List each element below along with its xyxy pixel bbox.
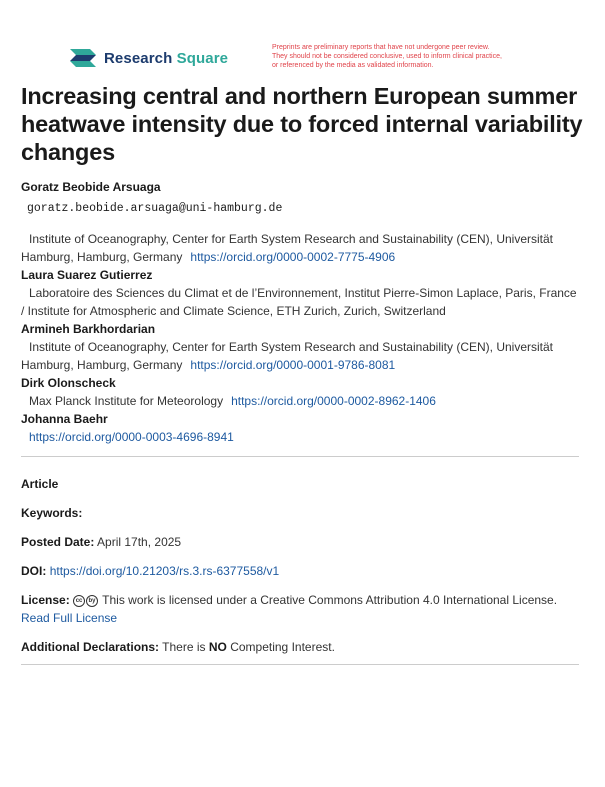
posted-date-row (21, 533, 581, 551)
affiliation-text: Institute of Oceanography, Center for Earth System Research and Sustainability (CEN), Universität Hamburg, Hamburg, Germany (21, 340, 554, 372)
author-name: Armineh Barkhordarian (21, 322, 156, 336)
logo-word-research: Research (104, 49, 173, 67)
author-affiliation (21, 230, 581, 266)
author-name: Laura Suarez Gutierrez (21, 268, 153, 282)
keywords-row (21, 504, 581, 522)
license-row (21, 591, 581, 609)
orcid-link[interactable]: https://orcid.org/0000-0003-4696-8941 (29, 430, 234, 444)
orcid-link[interactable]: https://orcid.org/0000-0001-9786-8081 (190, 358, 396, 372)
keywords-label: Keywords: (21, 506, 83, 520)
author-name: Johanna Baehr (21, 412, 108, 426)
affiliation-text: Max Planck Institute for Meteorology (29, 394, 224, 408)
author-orcid-row (21, 428, 581, 446)
doi-link[interactable]: https://doi.org/10.21203/rs.3.rs-6377558/v1 (49, 564, 280, 578)
logo-word-square: Square (176, 49, 229, 67)
declarations-pre: There is (162, 640, 206, 654)
disclaimer-line: They should not be considered conclusive, used to inform clinical practice, (272, 53, 502, 60)
license-label: License: (21, 593, 70, 607)
preprint-disclaimer (272, 43, 572, 70)
posted-date-value: April 17th, 2025 (97, 535, 182, 549)
doi-label: DOI: (21, 564, 47, 578)
orcid-link[interactable]: https://orcid.org/0000-0002-8962-1406 (231, 394, 436, 408)
author-name: Goratz Beobide Arsuaga (21, 180, 161, 194)
attribution-icon: by (86, 595, 98, 607)
research-square-logo-icon (68, 45, 98, 71)
research-square-logo[interactable] (68, 44, 228, 72)
creative-commons-icon: cc (73, 595, 85, 607)
page-header (0, 0, 605, 80)
paper-details (21, 178, 581, 665)
affiliation-text: Institute of Oceanography, Center for Earth System Research and Sustainability (CEN), Universität Hamburg, Hamburg, Germany (21, 232, 554, 264)
author-email[interactable]: goratz.beobide.arsuaga@uni-hamburg.de (27, 202, 283, 215)
orcid-link[interactable]: https://orcid.org/0000-0002-7775-4906 (190, 250, 396, 264)
logo-text (104, 50, 228, 67)
paper-title: Increasing central and northern European summer heatwave intensity due to forced internal variability changes (21, 83, 583, 165)
posted-date-label: Posted Date: (21, 535, 95, 549)
license-link-row (21, 609, 581, 627)
declarations-label: Additional Declarations: (21, 640, 160, 654)
author-affiliation (21, 284, 581, 320)
license-text: This work is licensed under a Creative Commons Attribution 4.0 International License. (102, 593, 558, 607)
author-name: Dirk Olonscheck (21, 376, 116, 390)
disclaimer-line: or referenced by the media as validated information. (272, 62, 434, 69)
article-type-label: Article (21, 477, 59, 491)
doi-row (21, 562, 581, 580)
disclaimer-line: Preprints are preliminary reports that have not undergone peer review. (272, 44, 490, 51)
read-full-license-link[interactable]: Read Full License (21, 611, 118, 625)
affiliation-text: Laboratoire des Sciences du Climat et de l’Environnement, Institut Pierre-Simon Laplace, Paris, France / Institute for Atmospheric and Climate Science, ETH Zurich, Zurich, Switzerland (21, 286, 577, 318)
declarations-row (21, 638, 581, 656)
declarations-emphasis: NO (208, 640, 227, 654)
article-type (21, 475, 581, 493)
declarations-post: Competing Interest. (230, 640, 335, 654)
author-affiliation (21, 338, 581, 374)
author-affiliation (21, 392, 581, 410)
divider (21, 664, 579, 665)
